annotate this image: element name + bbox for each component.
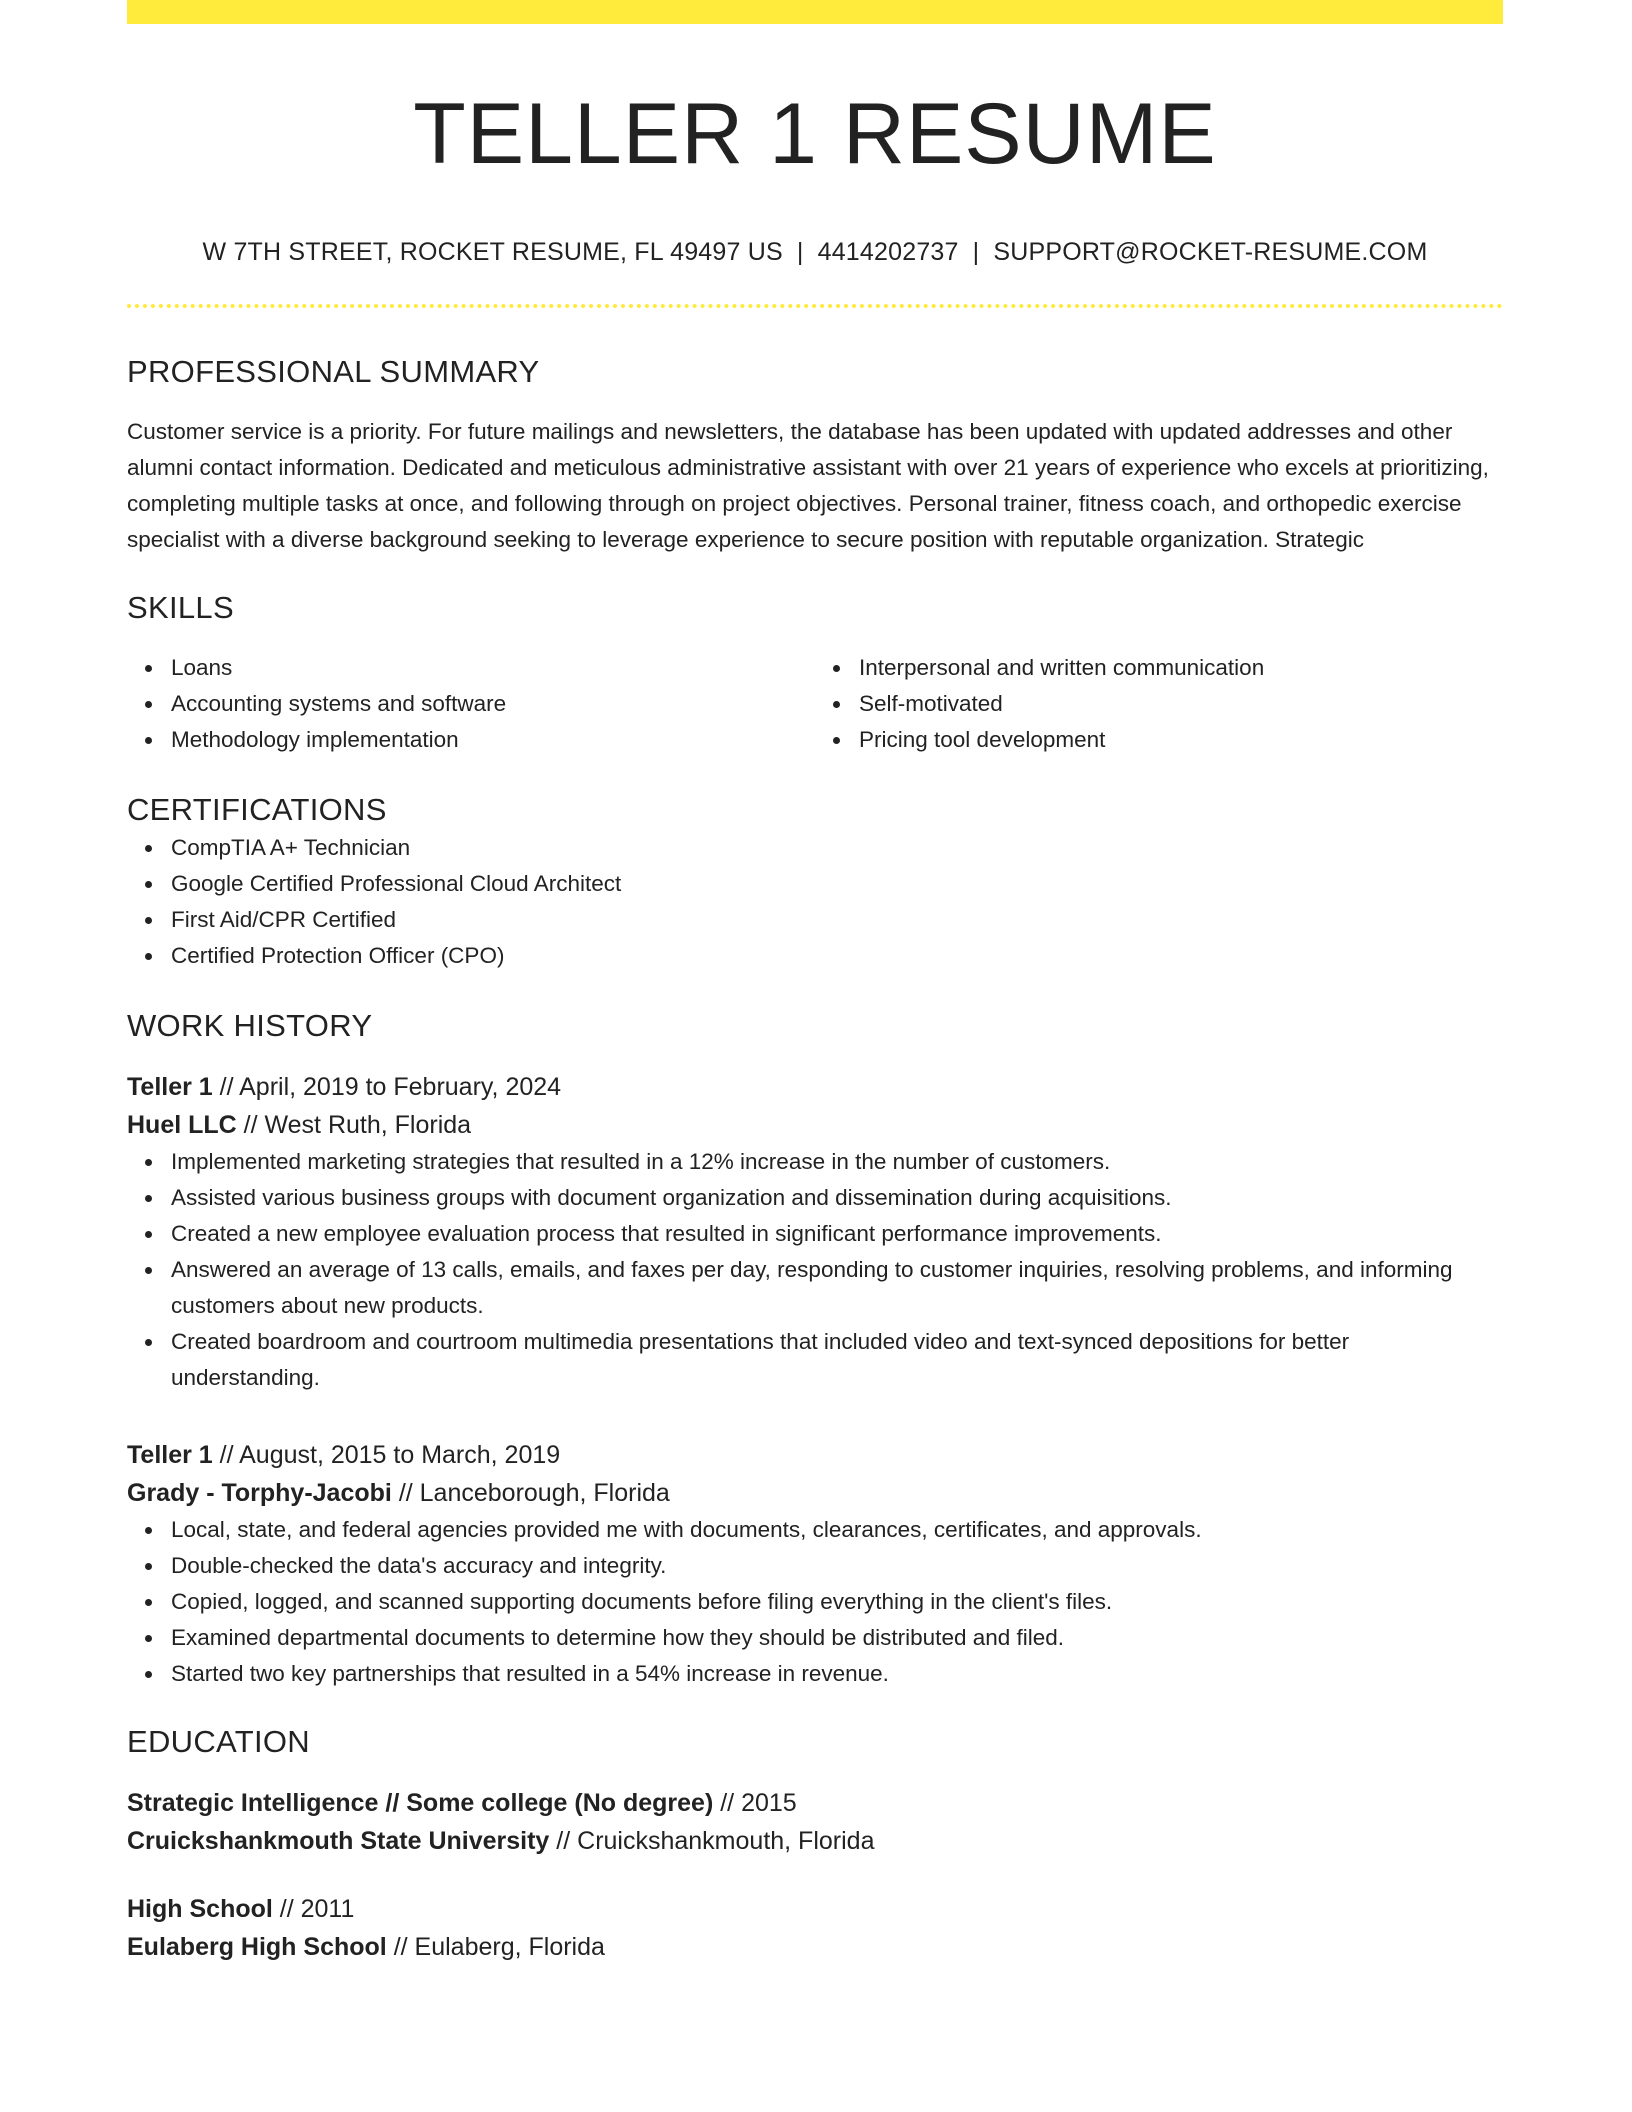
job-bullet: Local, state, and federal agencies provided me with documents, clearances, certificates, and approvals.	[171, 1512, 1503, 1548]
skills-column-left	[127, 650, 815, 758]
education-year: // 2015	[720, 1789, 797, 1817]
job-company: Grady - Torphy-Jacobi	[127, 1479, 392, 1507]
education-school-line	[127, 1822, 1503, 1860]
education-school: Cruickshankmouth State University	[127, 1827, 550, 1855]
skills-list	[127, 650, 1503, 758]
education-degree: Strategic Intelligence // Some college (No degree)	[127, 1789, 714, 1817]
job-dates: // April, 2019 to February, 2024	[219, 1073, 562, 1101]
job-bullet: Started two key partnerships that resulted in a 54% increase in revenue.	[171, 1656, 1503, 1692]
job-dates: // August, 2015 to March, 2019	[219, 1441, 561, 1469]
skill-item: Self-motivated	[859, 686, 1503, 722]
accent-top-bar	[127, 0, 1503, 24]
certifications-heading: CERTIFICATIONS	[127, 792, 387, 827]
dotted-divider	[127, 304, 1503, 308]
job-bullets	[127, 1512, 1503, 1692]
skill-item: Interpersonal and written communication	[859, 650, 1503, 686]
job-company-line	[127, 1106, 1503, 1144]
job-title: Teller 1	[127, 1073, 213, 1101]
job-location: // Lanceborough, Florida	[398, 1479, 670, 1507]
education-location: // Eulaberg, Florida	[393, 1933, 605, 1961]
skills-column-right	[815, 650, 1503, 758]
job-title: Teller 1	[127, 1441, 213, 1469]
education-location: // Cruickshankmouth, Florida	[556, 1827, 875, 1855]
skill-item: Pricing tool development	[859, 722, 1503, 758]
certification-item: First Aid/CPR Certified	[171, 902, 1503, 938]
education-year: // 2011	[279, 1895, 355, 1923]
contact-address: W 7TH STREET, ROCKET RESUME, FL 49497 US	[202, 238, 783, 266]
job-location: // West Ruth, Florida	[243, 1111, 472, 1139]
skill-item: Loans	[171, 650, 815, 686]
education-degree: High School	[127, 1895, 273, 1923]
education-heading: EDUCATION	[127, 1724, 310, 1759]
education-degree-line	[127, 1890, 1503, 1928]
summary-text: Customer service is a priority. For future mailings and newsletters, the database has been updated with updated addresses and other alumni contact information. Dedicated and meticulous administrative assistant with over 21 years of experience who excels at prioritizing, completing multiple tasks at once, and following through on project objectives. Personal trainer, fitness coach, and orthopedic exercise specialist with a diverse background seeking to leverage experience to secure position with reputable organization. Strategic	[127, 419, 1489, 552]
job-company-line	[127, 1474, 1503, 1512]
job-bullet: Assisted various business groups with document organization and dissemination during acquisitions.	[171, 1180, 1503, 1216]
contact-info	[127, 236, 1503, 268]
certification-item: CompTIA A+ Technician	[171, 830, 1503, 866]
certification-item: Certified Protection Officer (CPO)	[171, 938, 1503, 974]
job-title-line	[127, 1436, 1503, 1474]
job-entry	[127, 1436, 1503, 1692]
job-bullets	[127, 1144, 1503, 1396]
skill-item: Methodology implementation	[171, 722, 815, 758]
job-entry	[127, 1068, 1503, 1396]
job-bullet: Created boardroom and courtroom multimedia presentations that included video and text-synced depositions for better understanding.	[171, 1324, 1503, 1396]
job-bullet: Examined departmental documents to determine how they should be distributed and filed.	[171, 1620, 1503, 1656]
job-bullet: Double-checked the data's accuracy and integrity.	[171, 1548, 1503, 1584]
work-history-heading: WORK HISTORY	[127, 1008, 373, 1043]
education-school: Eulaberg High School	[127, 1933, 387, 1961]
certification-item: Google Certified Professional Cloud Architect	[171, 866, 1503, 902]
skill-item: Accounting systems and software	[171, 686, 815, 722]
job-company: Huel LLC	[127, 1111, 237, 1139]
job-bullet: Created a new employee evaluation process that resulted in significant performance improvements.	[171, 1216, 1503, 1252]
contact-phone: 4414202737	[817, 238, 959, 266]
resume-page	[127, 0, 1503, 1966]
job-bullet: Implemented marketing strategies that resulted in a 12% increase in the number of customers.	[171, 1144, 1503, 1180]
education-entry	[127, 1890, 1503, 1966]
education-degree-line	[127, 1784, 1503, 1822]
contact-separator: |	[796, 238, 804, 266]
summary-heading: PROFESSIONAL SUMMARY	[127, 354, 540, 389]
job-title-line	[127, 1068, 1503, 1106]
job-bullet: Copied, logged, and scanned supporting documents before filing everything in the client's files.	[171, 1584, 1503, 1620]
job-bullet: Answered an average of 13 calls, emails, and faxes per day, responding to customer inquiries, resolving problems, and informing customers about new products.	[171, 1252, 1503, 1324]
education-entry	[127, 1784, 1503, 1860]
resume-title: TELLER 1 RESUME	[413, 86, 1217, 182]
contact-email: SUPPORT@ROCKET-RESUME.COM	[993, 238, 1428, 266]
education-school-line	[127, 1928, 1503, 1966]
skills-heading: SKILLS	[127, 590, 234, 625]
contact-separator: |	[972, 238, 980, 266]
certifications-list	[127, 830, 1503, 974]
